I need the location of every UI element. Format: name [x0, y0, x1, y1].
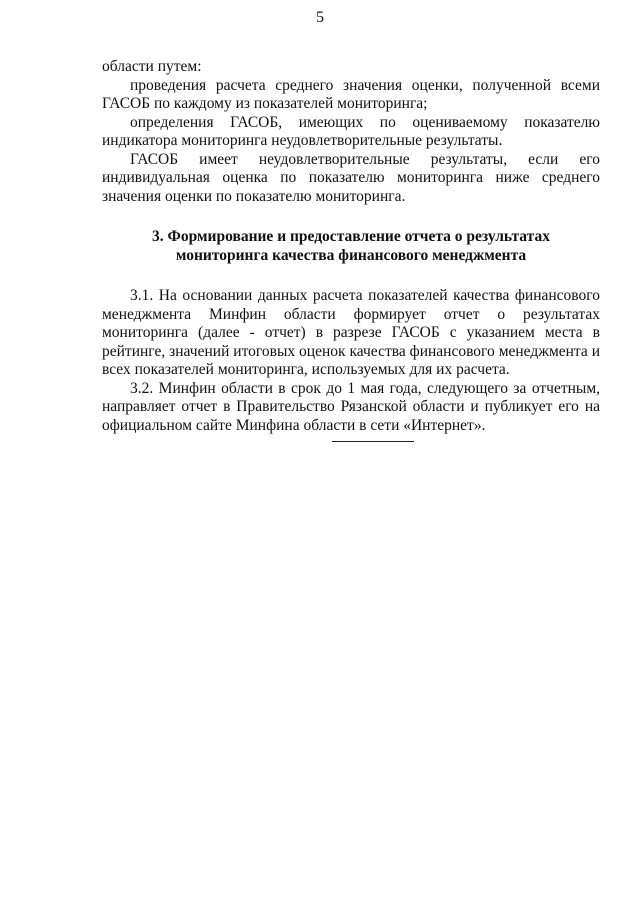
- closing-divider: [332, 441, 414, 442]
- document-body: [102, 58, 600, 435]
- section-heading: 3. Формирование и предоставление отчета о результатах мониторинга качества финансового менеджмента: [152, 228, 550, 264]
- paragraph-unsatisfactory-definition: определения ГАСОБ, имеющих по оцениваемому показателю индикатора мониторинга неудовлетворительные результаты.: [102, 113, 600, 149]
- page-number: 5: [316, 9, 324, 26]
- paragraph-average-calculation: проведения расчета среднего значения оценки, полученной всеми ГАСОБ по каждому из показателей мониторинга;: [102, 76, 600, 112]
- paragraph-3-1: 3.1. На основании данных расчета показателей качества финансового менеджмента Минфин области формирует отчет о результатах мониторинга (далее - отчет) в разрезе ГАСОБ с указанием места в рейтинге, значений итоговых оценок качества финансового менеджмента и всех показателей мониторинга, используемых для их расчета.: [102, 287, 600, 378]
- paragraph-unsatisfactory-condition: ГАСОБ имеет неудовлетворительные результаты, если его индивидуальная оценка по показателю мониторинга ниже среднего значения оценки по показателю мониторинга.: [102, 150, 600, 205]
- paragraph-3-2: 3.2. Минфин области в срок до 1 мая года, следующего за отчетным, направляет отчет в Правительство Рязанской области и публикует его на официальном сайте Минфина области в сети «Интернет».: [102, 379, 600, 434]
- paragraph-intro: области путем:: [102, 58, 202, 75]
